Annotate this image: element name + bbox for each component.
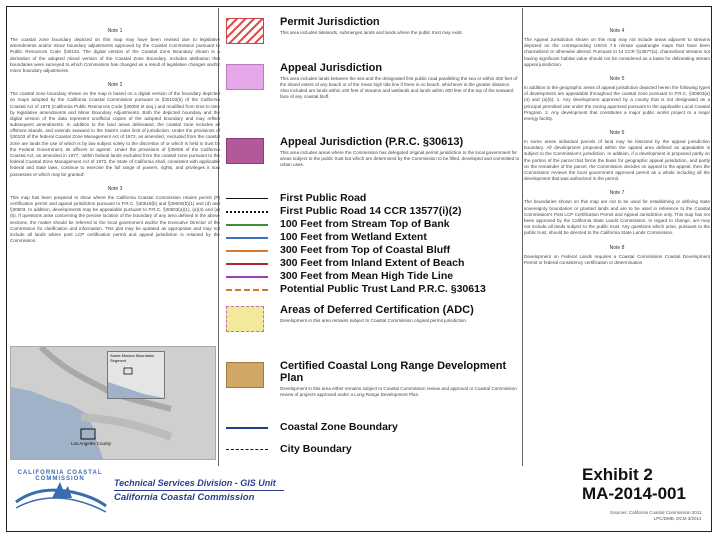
note-3 — [10, 186, 220, 245]
coastal-commission-logo — [12, 468, 108, 526]
beach-symbol — [226, 263, 268, 265]
legend-appeal-30613 — [222, 134, 522, 190]
bluff-symbol — [226, 250, 268, 252]
legend-line-label: Potential Public Trust Land P.R.C. §30613 — [280, 283, 486, 295]
legend-line-bluff — [222, 244, 522, 257]
legend-line-label: 100 Feet from Wetland Extent — [280, 231, 427, 243]
legend-line-first-public-road — [222, 192, 522, 205]
legend-line-label: First Public Road 14 CCR 13577(i)(2) — [280, 205, 462, 217]
legend-desc: This area includes areas where the Commission has delegated original permit jurisdiction to the local government for areas subject to the public trust but which are determined by the Commission to be filled, developed and committed to urban uses. — [280, 150, 520, 167]
stream-symbol — [226, 224, 268, 226]
note-title: Note 4 — [609, 28, 625, 34]
legend-line-label: 100 Feet from Stream Top of Bank — [280, 218, 450, 230]
legend — [222, 14, 522, 462]
legend-city-boundary — [222, 440, 522, 462]
note-title: Note 8 — [609, 244, 625, 251]
inset-map — [107, 351, 165, 399]
sources-line-2: LPC/DMB, DCM 3/2014 — [653, 516, 702, 522]
legend-line-label: City Boundary — [280, 443, 352, 455]
appeal-swatch — [226, 64, 264, 90]
note-6 — [524, 130, 710, 182]
exhibit-id: MA-2014-001 — [582, 483, 686, 503]
legend-line-label: First Public Road — [280, 192, 367, 204]
notes-left — [10, 28, 220, 252]
note-text: In addition to the geographic areas of appeal jurisdiction depicted herein the following types of development are appealable throughout the coastal zone pursuant to P.R.C. §30603(a)(4) and (a)(5): 1. Any development approved by a county that is not designated as a principal permitted use under the zoning approved pursuant to the applicable Local Coastal Program. 2. Any development that constitutes a major public works project or a major energy facility. — [524, 84, 710, 121]
legend-line-label: 300 Feet from Inland Extent of Beach — [280, 257, 465, 269]
legend-line-first-public-road-14ccr — [222, 205, 522, 218]
permit-swatch — [226, 18, 264, 44]
note-4 — [524, 28, 710, 68]
notes-right — [524, 28, 710, 274]
note-text: The boundaries shown on this map are not to be used for establishing or defining state sovereignty boundaries or granted lands and are to be used in reference to the Coastal Commission's Post LCP Certification Permit and Appeal Jurisdiction only. This map has not been approved by the California State Lands Commission. In regard to change, are may not include all lands subject to the public trust. Any questions which arise, pursuant to the public trust, should be directed to the California State Lands Commission. — [524, 199, 710, 236]
note-title: Note 7 — [609, 190, 625, 197]
divider-right — [522, 8, 523, 466]
city-boundary-symbol — [226, 449, 268, 450]
ptl-symbol — [226, 289, 268, 291]
note-text: This map has been prepared to show where the California Coastal Commission retains permit (P) certification permit and appeal jurisdiction pursuant to P.R.C. §30519(b) and §30600(b)(1) and (d) and §30603. In addition, developments may be appealable pursuant to P.R.C. §30603(a)(1), (a)(4) and (a)(5). If questions arise concerning the precise location of the boundary of any area defined in the above sections, the matter should be referred to the local government and/or the Executive Director of the Commission for clarification and information. This plat may be updated as appropriate and may not include all lands where post LCP certification permit and appeal jurisdiction is retained by the Commission. — [10, 194, 220, 244]
coastal-zone-boundary-symbol — [226, 427, 268, 429]
appeal-30613-swatch — [226, 138, 264, 164]
first-public-road-symbol — [226, 198, 268, 199]
org-name: California Coastal Commission — [114, 490, 284, 503]
lrdp-swatch — [226, 362, 264, 388]
mhtl-symbol — [226, 276, 268, 278]
note-title: Note 3 — [107, 185, 123, 192]
sources-line-1: Sources: California Coastal Commission 2011 — [610, 510, 702, 515]
exhibit-number: Exhibit 2 — [582, 465, 653, 484]
note-text: The Appeal Jurisdiction shown on this map may not include areas adjacent to streams depicted on the corresponding USGS 7.5 minute quadrangle maps that have been channelized or otherwise altered. Pursuant to 14 CCR §13577(a), channelized streams not having significant habitat value should not be considered as a basis for delineating stream appeal jurisdiction. — [524, 37, 710, 67]
legend-line-stream — [222, 218, 522, 231]
legend-title: Appeal Jurisdiction — [280, 62, 383, 74]
sources — [610, 510, 701, 523]
org-unit: Technical Services Division - GIS Unit — [114, 478, 276, 488]
wetland-symbol — [226, 237, 268, 239]
legend-title: Areas of Deferred Certification (ADC) — [280, 304, 474, 316]
organization-block — [114, 478, 284, 503]
inset-label: Santa Monica Mountains Segment — [110, 353, 155, 363]
note-title: Note 1 — [107, 28, 123, 34]
legend-desc: This area includes tidelands, submerged lands and lands where the public trust may exist. — [280, 30, 463, 35]
exhibit-label — [582, 466, 686, 503]
legend-line-label: 300 Feet from Mean High Tide Line — [280, 270, 454, 282]
legend-appeal — [222, 58, 522, 134]
legend-line-label: 300 Feet from Top of Coastal Bluff — [280, 244, 451, 256]
legend-title: Appeal Jurisdiction (P.R.C. §30613) — [280, 136, 464, 148]
logo-text: CALIFORNIA COASTAL COMMISSION — [17, 470, 103, 482]
legend-line-wetland — [222, 231, 522, 244]
legend-line-mhtl — [222, 270, 522, 283]
legend-title: Certified Coastal Long Range Development Plan — [280, 360, 507, 384]
note-text: Development on Federal Lands requires a Coastal Commission Coastal Development Permit or federal consistency certification or determination. — [524, 253, 710, 265]
locator-map — [10, 346, 216, 460]
first-public-road-14ccr-symbol — [226, 211, 268, 213]
note-2 — [10, 82, 220, 178]
note-text: The coastal zone boundary shown on the map is based on a digital version of the boundary depicted on maps adopted by the California Coastal Commission pursuant to §30103(b) of the California Coastal Act of 1976 (California Public Resources Code §30000 et seq.) and modified from time to time by legislative amendments and Minor Boundary Adjustments. Both the depicted boundary and the digital version of the data represent unofficial copies of the adopted boundary and may reflect subsequent amendments. In addition to the land areas delineated, the coastal zone includes all offshore islands, and extends seaward to the State's outer limit of jurisdiction. Under the provisions of §30103 of the federal Coastal Zone Management Act of 1972, as amended, 'excluded from the coastal zone are lands the use of which is by law subject solely to the discretion of or which is held in trust by the Federal Government, its officers or agents'. Under the provisions of §30008 of the California Coastal Act, as amended in 1977, 'within federal lands excluded from the coastal zone pursuant to the federal Coastal Zone Management Act of 1972, the State of California shall, consistent with applicable federal and state laws, continue to exercise the full range of powers, rights, and privileges it now possesses or which may be granted'. — [10, 91, 220, 177]
legend-lrdp — [222, 356, 522, 418]
note-8 — [524, 245, 710, 266]
legend-coastal-zone-boundary — [222, 418, 522, 440]
note-title: Note 6 — [609, 130, 625, 137]
note-text: The coastal zone boundary depicted on this map may have been revised due to legislative amendments and/or minor boundary adjustments approved by the Coastal Commission pursuant to Public Resources Code §30103. The digital version of the Coastal Zone Boundary shown is a derivation of the adopted mixed version of the Coastal Zone Boundary. Includes attribution that boundaries were surveyed to which Commission has changed as a result of legislative changes and/or minor boundary adjustments. — [10, 37, 220, 73]
legend-title: Permit Jurisdiction — [280, 16, 380, 28]
legend-line-beach — [222, 257, 522, 270]
legend-adc — [222, 302, 522, 356]
los-angeles-county-label: Los Angeles County — [71, 441, 112, 446]
note-title: Note 2 — [107, 82, 123, 89]
legend-line-ptl — [222, 283, 522, 296]
note-7 — [524, 190, 710, 236]
note-5 — [524, 76, 710, 122]
legend-desc: Development in this area either remains subject to Coastal Commission review and approval or Coastal Commission review of projects approved under a Long Range Development Plan. — [280, 386, 517, 397]
legend-desc: This area includes lands between the sea and the designated first public road paralleling the sea or within 300 feet of the inland extent of any beach or of the mean high tide line if there is no beach, whichever is the greater distance. Also included are lands within 100 feet of streams and wetlands and lands within 300 feet of the top of the seaward face of any coastal bluff. — [280, 76, 518, 99]
adc-swatch — [226, 306, 264, 332]
note-text: In some areas individual parcels of land may be bisected by the appeal jurisdiction boundary. All development proposed within the appeal area defined as appealable is subject to the Commission's jurisdiction. In addition, if a development is proposed partly on the portion of the parcel that forms the basis for geographic appeal jurisdiction, and partly on the remainder of the parcel, the Commission decides on appeal to the appeal, then the Commission reviews the local government approved permit as a whole including all the development that was authorized in the permit. — [524, 139, 710, 182]
legend-line-label: Coastal Zone Boundary — [280, 421, 398, 433]
note-1 — [10, 28, 220, 74]
note-title: Note 5 — [609, 75, 625, 82]
legend-lines — [222, 192, 522, 296]
legend-permit — [222, 14, 522, 58]
legend-desc: Development in this area remains subject to Coastal Commission original permit jurisdiction. — [280, 318, 468, 323]
